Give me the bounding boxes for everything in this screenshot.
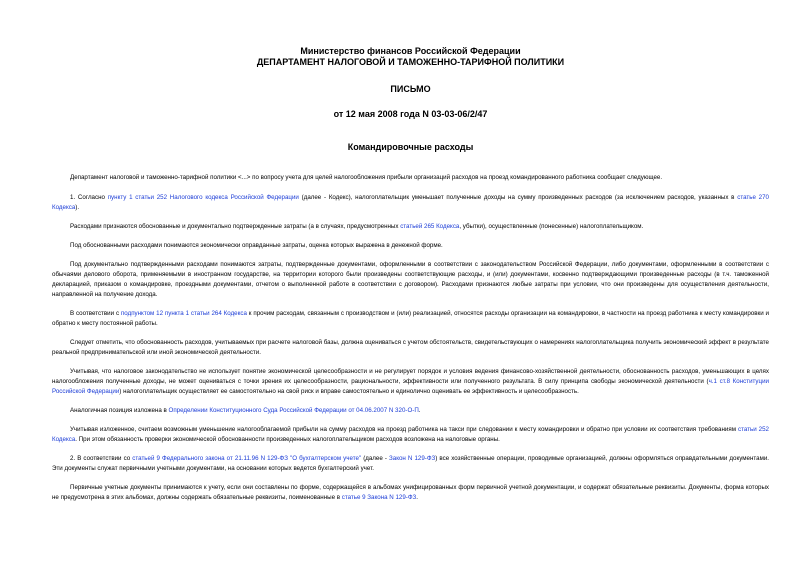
paragraph-10 xyxy=(52,425,769,445)
paragraph-text: Департамент налоговой и таможенно-тарифной политики <...> по вопросу учета для целей налогообложения прибыли организаций расходов на проезд командированного работника сообщает следующее. xyxy=(70,174,663,181)
document-subject: Командировочные расходы xyxy=(347,142,474,152)
paragraph-text: Аналогичная позиция изложена в xyxy=(70,407,169,414)
document-link[interactable]: ч.1 ст.8 Конституции Российской Федерации xyxy=(52,378,769,395)
department-name: ДЕПАРТАМЕНТ НАЛОГОВОЙ И ТАМОЖЕННО-ТАРИФНОЙ ПОЛИТИКИ xyxy=(256,57,565,67)
paragraph-text: ) налогоплательщик осуществляет ее самостоятельно на свой риск и вправе самостоятельно и единолично оценивать ее эффективность и целесообразность. xyxy=(119,388,579,395)
paragraph-6 xyxy=(52,309,769,329)
paragraph-text: Учитывая, что налоговое законодательство не использует понятие экономической целесообразности и не регулирует порядок и условия ведения финансово-хозяйственной деятельности, обоснованность расходов, уменьшающих в целях налогообложения полученные доходы, не может оцениваться с точки зрения их целесообразности, рациональности, эффективности или полученного результата. В силу принципа свободы экономической деятельности ( xyxy=(52,368,769,385)
document-link[interactable]: пункту 1 статьи 252 Налогового кодекса Российской Федерации xyxy=(107,194,299,201)
paragraph-11 xyxy=(52,454,769,474)
paragraph-text: к прочим расходам, связанным с производством и (или) реализацией, относятся расходы организации на командировки, в частности на проезд работника к месту командировки и обратно к месту постоянной работы. xyxy=(52,310,770,327)
paragraph-text: . xyxy=(418,407,421,414)
document-link[interactable]: статьей 9 Федерального закона от 21.11.96 N 129-ФЗ "О бухгалтерском учете" xyxy=(132,455,362,462)
document-page xyxy=(52,0,769,503)
document-link[interactable]: статье 9 Закона N 129-ФЗ xyxy=(341,494,417,501)
paragraph-text: В соответствии с xyxy=(70,310,121,317)
paragraph-text: , убытки), осуществленные (понесенные) налогоплательщиком. xyxy=(459,223,644,230)
paragraph-text: Следует отметить, что обоснованность расходов, учитываемых при расчете налоговой базы, должна оцениваться с учетом обстоятельств, свидетельствующих о намерениях налогоплательщика получить экономический эффект в результате реальной предпринимательской или иной экономической деятельности. xyxy=(52,339,769,356)
paragraph-text: Под обоснованными расходами понимаются экономически оправданные затраты, оценка которых выражена в денежной форме. xyxy=(70,242,443,249)
ministry-name: Министерство финансов Российской Федерации xyxy=(300,46,521,56)
paragraph-text: . При этом обязанность проверки экономической обоснованности произведенных налогоплательщиком расходов возложена на налоговые органы. xyxy=(75,436,500,443)
document-type: ПИСЬМО xyxy=(390,84,431,94)
paragraph-text: Первичные учетные документы принимаются к учету, если они составлены по форме, содержащейся в альбомах унифицированных форм первичной учетной документации, и содержат обязательные реквизиты. Документы, форма которых не предусмотрена в этих альбомах, должны содержать обязательные реквизиты, поименованные в xyxy=(52,484,769,501)
paragraph-text: (далее - Кодекс), налогоплательщик уменьшает полученные доходы на сумму произведенных расходов (за исключением расходов, указанных в xyxy=(298,194,738,201)
document-body xyxy=(52,173,769,503)
paragraph-text: Под документально подтвержденными расходами понимаются затраты, подтвержденные документами, оформленными в соответствии с законодательством Российской Федерации, либо документами, оформленными в соответствии с обычаями делового оборота, применяемыми в иностранном государстве, на территории которого были произведены соответствующие расходы, и (или) документами, косвенно подтверждающими произведенные расходы (в т.ч. таможенной декларацией, приказом о командировке, проездными документами, отчетом о выполненной работе в соответствии с договором). Расходами признаются любые затраты при условии, что они произведены для осуществления деятельности, направленной на получение дохода. xyxy=(52,261,769,298)
paragraph-text: (далее - xyxy=(361,455,390,462)
paragraph-text: . xyxy=(416,494,419,501)
paragraph-4 xyxy=(52,241,769,251)
document-link[interactable]: статье 270 Кодекса xyxy=(52,194,769,211)
document-link[interactable]: подпунктом 12 пункта 1 статьи 264 Кодекса xyxy=(120,310,247,317)
paragraph-7 xyxy=(52,338,769,358)
document-link[interactable]: Закон N 129-ФЗ xyxy=(389,455,436,462)
paragraph-text: ) все хозяйственные операции, проводимые организацией, должны оформляться оправдательными документами. Эти документы служат первичными учетными документами, на основании которых ведется бухгалтерский учет. xyxy=(52,455,770,472)
paragraph-12 xyxy=(52,483,769,503)
paragraph-text: 1. Согласно xyxy=(70,194,108,201)
paragraph-9 xyxy=(52,406,769,416)
paragraph-3 xyxy=(52,222,769,232)
paragraph-8 xyxy=(52,367,769,397)
paragraph-text: ). xyxy=(75,204,80,211)
paragraph-1 xyxy=(52,173,769,183)
paragraph-text: Расходами признаются обоснованные и документально подтвержденные затраты (а в случаях, предусмотренных xyxy=(70,223,401,230)
document-link[interactable]: статьи 252 Кодекса xyxy=(52,426,769,443)
document-link[interactable]: Определении Конституционного Суда Российской Федерации от 04.06.2007 N 320-О-П xyxy=(168,407,419,414)
document-date-number: от 12 мая 2008 года N 03-03-06/2/47 xyxy=(333,109,488,119)
paragraph-text: 2. В соответствии со xyxy=(70,455,133,462)
paragraph-text: Учитывая изложенное, считаем возможным уменьшение налогооблагаемой прибыли на сумму расходов на проезд работника на такси при следовании к месту командировки и обратно при условии их соответствия требованиям xyxy=(70,426,738,433)
paragraph-2 xyxy=(52,193,769,213)
paragraph-5 xyxy=(52,260,769,300)
document-link[interactable]: статьей 265 Кодекса xyxy=(400,223,460,230)
